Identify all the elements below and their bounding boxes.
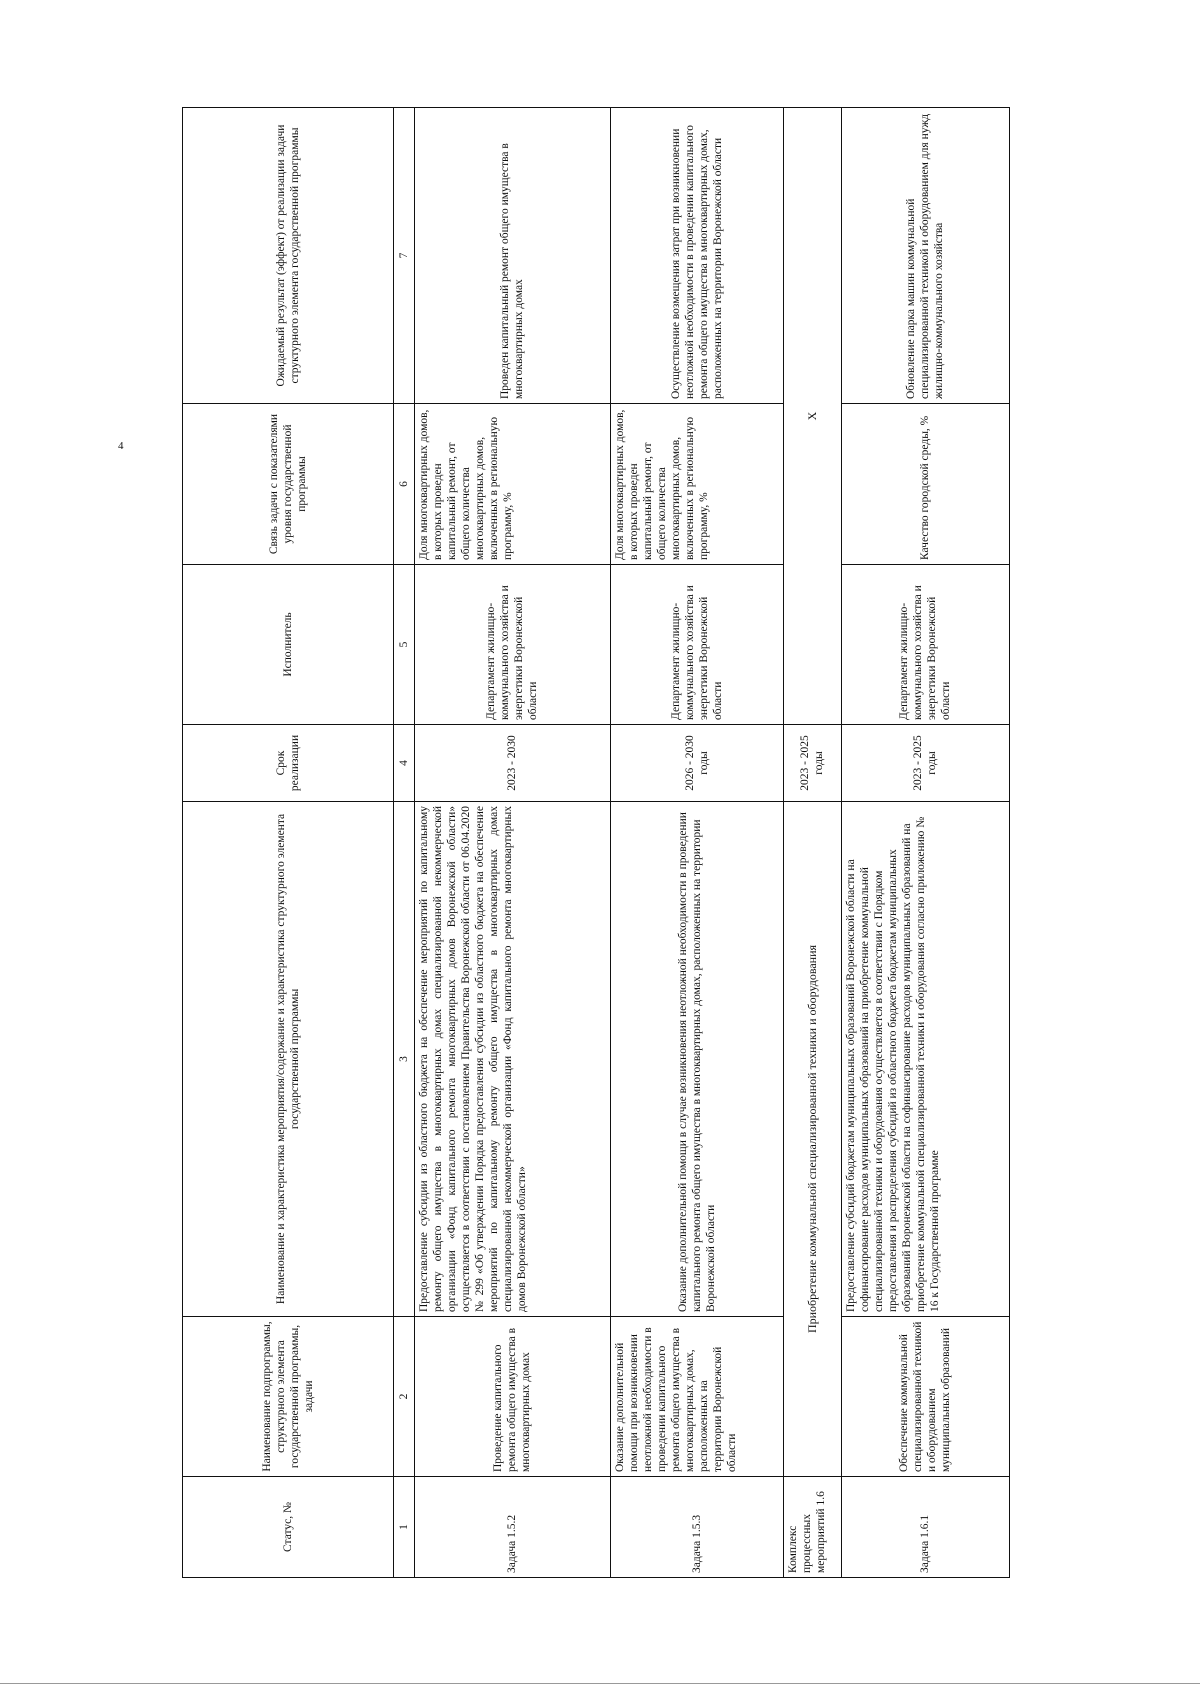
- header-name: Наименование подпрограммы, структурного элемента государственной программы, задачи: [183, 1317, 394, 1477]
- row-term: 2023 - 2030: [414, 725, 611, 802]
- row-description: Предоставление субсидий бюджетам муниципальных образований Воронежской области на софинансирование расходов муниципальных образований на приобретение коммунальной специализированной техники и оборудования осуществляется в соответствии с Порядком предоставления и распределения субсидий из областного бюджета бюджетам муниципальных образований Воронежской области на софинансирование расходов муниципальных образований на приобретение коммунальной специализированной техники и оборудования согласно приложению № 16 к Государственной программе: [841, 802, 1009, 1317]
- row-indicator: Качество городской среды, %: [841, 404, 1009, 565]
- header-indicator: Связь задачи с показателями уровня государственной программы: [183, 404, 394, 565]
- row-result: Обновление парка машин коммунальной специализированной техникой и оборудованием для нужд жилищно-коммунального хозяйства: [841, 108, 1009, 404]
- row-description: Предоставление субсидии из областного бюджета на обеспечение мероприятий по капитальному ремонту общего имущества в многоквартирных домах специализированной некоммерческой организации «Фонд капитального ремонта многоквартирных домов Воронежской области» осуществляется в соответствии с постановлением Правительства Воронежской области от 06.04.2020 № 299 «Об утверждении Порядка предоставления субсидии из областного бюджета на обеспечение мероприятий по капитальному ремонту общего имущества в многоквартирных домах специализированной некоммерческой организации «Фонд капитального ремонта многоквартирных домов Воронежской области»: [414, 802, 611, 1317]
- table-header-row: [183, 108, 394, 1578]
- row-executor: Департамент жилищно-коммунального хозяйства и энергетики Воронежской области: [841, 565, 1009, 725]
- row-status: Задача 1.5.2: [414, 1477, 611, 1578]
- complex-mark: X: [783, 108, 841, 725]
- row-term: 2023 - 2025 годы: [783, 725, 841, 802]
- row-name: Проведение капитального ремонта общего имущества в многоквартирных домах: [414, 1317, 611, 1477]
- page-number: 4: [118, 440, 124, 452]
- header-status: Статус, №: [183, 1477, 394, 1578]
- row-term: 2023 - 2025 годы: [841, 725, 1009, 802]
- row-result: Проведен капитальный ремонт общего имущества в многоквартирных домах: [414, 108, 611, 404]
- column-number: 7: [393, 108, 414, 404]
- row-result: Осуществление возмещения затрат при возникновении неотложной необходимости в проведении капитального ремонта общего имущества в многоквартирных домах, расположенных на территории Воронежской области: [611, 108, 784, 404]
- table-row-task-1-5-2: [414, 108, 611, 1578]
- row-name: Оказание дополнительной помощи при возникновении неотложной необходимости в проведении капитального ремонта общего имущества в многоквартирных домах, расположенных на территории Воронежской области: [611, 1317, 784, 1477]
- row-description: Оказание дополнительной помощи в случае возникновения неотложной необходимости в проведении капитального ремонта общего имущества в многоквартирных домах, расположенных на территории Воронежской области: [611, 802, 784, 1317]
- rotated-table-container: [182, 108, 1010, 1578]
- header-result: Ожидаемый результат (эффект) от реализации задачи структурного элемента государственной программы: [183, 108, 394, 404]
- table-row-task-1-5-3: [611, 108, 784, 1578]
- header-executor: Исполнитель: [183, 565, 394, 725]
- row-term: 2026 - 2030 годы: [611, 725, 784, 802]
- column-number: 6: [393, 404, 414, 565]
- row-status: Задача 1.5.3: [611, 1477, 784, 1578]
- column-numbers-row: [393, 108, 414, 1578]
- scan-edge-line: [0, 1683, 1200, 1684]
- row-status: Комплекс процессных мероприятий 1.6: [783, 1477, 841, 1578]
- table-row-task-1-6-1: [841, 108, 1009, 1578]
- column-number: 3: [393, 802, 414, 1317]
- table-row-complex-1-6: [783, 108, 841, 1578]
- program-table: [182, 107, 1010, 1578]
- column-number: 4: [393, 725, 414, 802]
- row-name: Обеспечение коммунальной специализированной техникой и оборудованием муниципальных образований: [841, 1317, 1009, 1477]
- row-executor: Департамент жилищно-коммунального хозяйства и энергетики Воронежской области: [611, 565, 784, 725]
- row-status: Задача 1.6.1: [841, 1477, 1009, 1578]
- column-number: 2: [393, 1317, 414, 1477]
- complex-title: Приобретение коммунальной специализированной техники и оборудования: [783, 802, 841, 1477]
- header-term: Срок реализации: [183, 725, 394, 802]
- row-indicator: Доля многоквартирных домов, в которых проведен капитальный ремонт, от общего количества многоквартирных домов, включенных в региональную программу, %: [414, 404, 611, 565]
- header-description: Наименование и характеристика мероприятия/содержание и характеристика структурного элемента государственной программы: [183, 802, 394, 1317]
- row-executor: Департамент жилищно-коммунального хозяйства и энергетики Воронежской области: [414, 565, 611, 725]
- column-number: 5: [393, 565, 414, 725]
- column-number: 1: [393, 1477, 414, 1578]
- row-indicator: Доля многоквартирных домов, в которых проведен капитальный ремонт, от общего количества многоквартирных домов, включенных в региональную программу, %: [611, 404, 784, 565]
